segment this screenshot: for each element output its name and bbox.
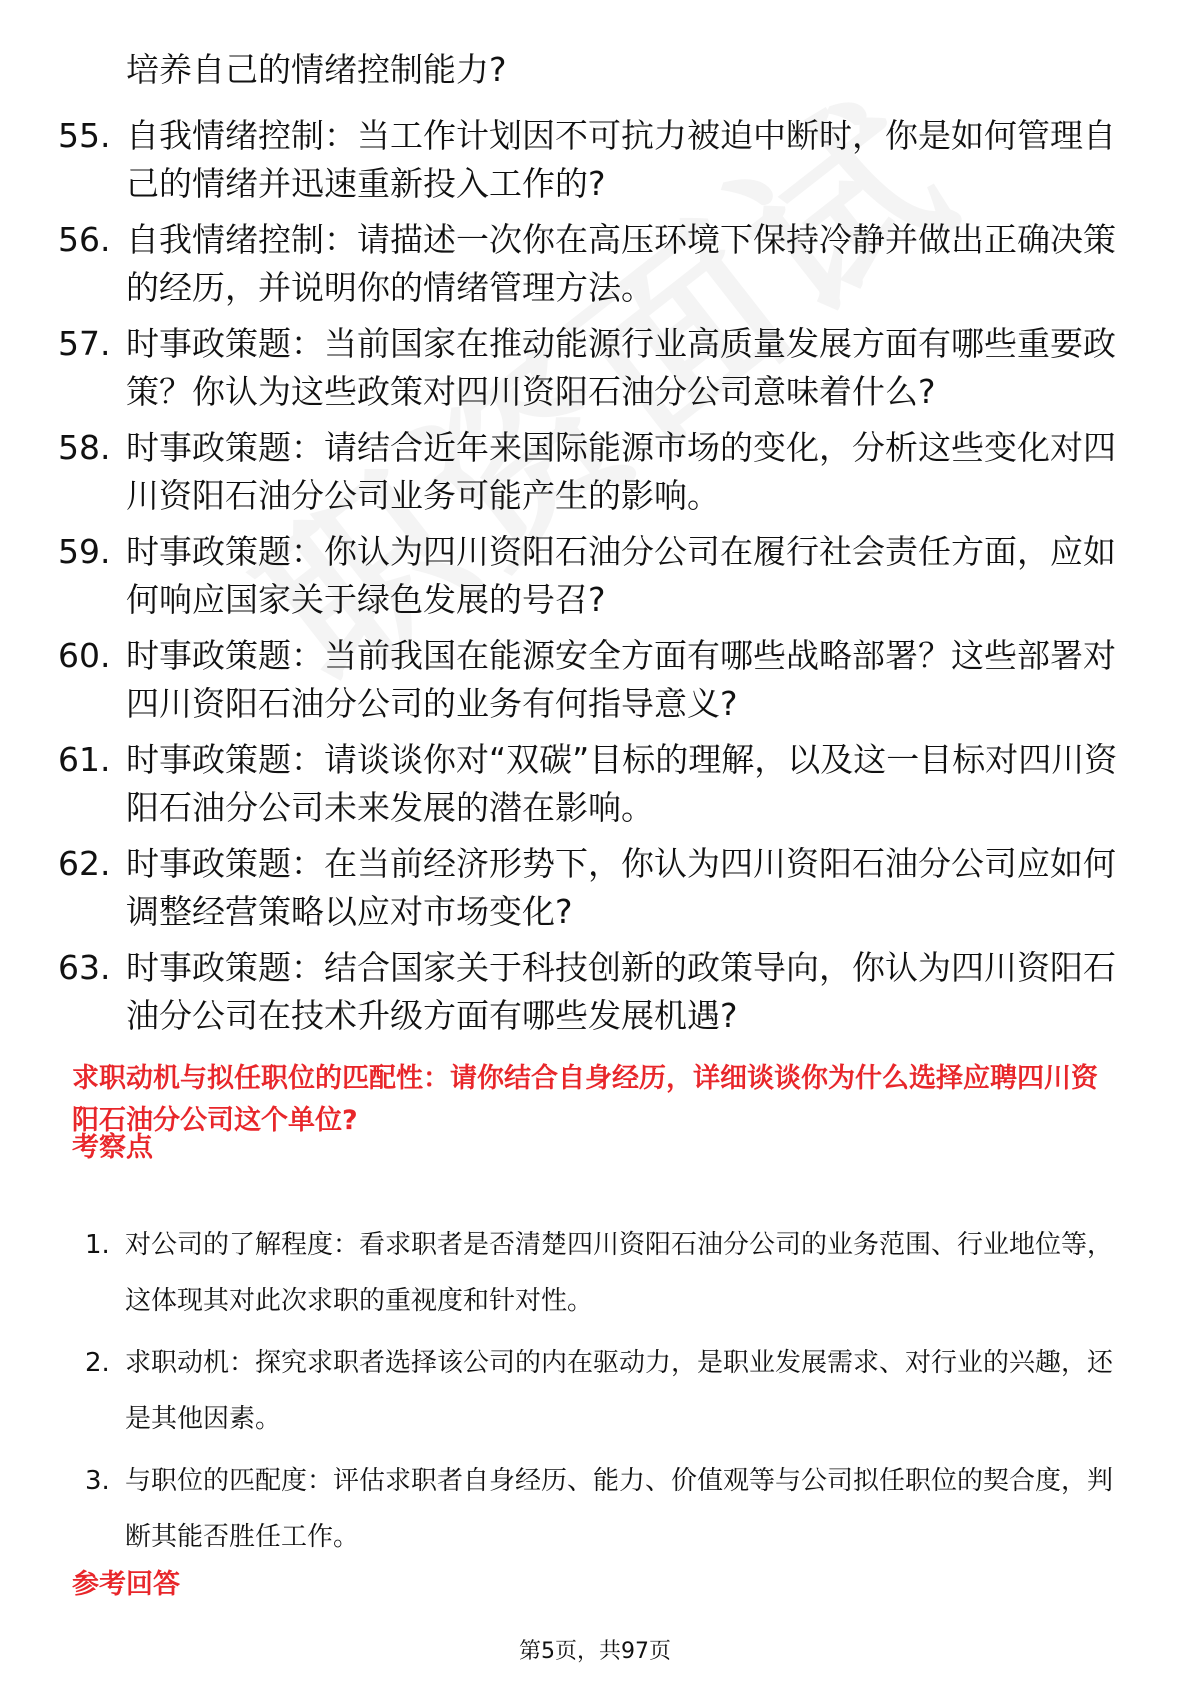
question-item: [58, 528, 1118, 624]
question-number: 56.: [58, 220, 111, 259]
question-number: 60.: [58, 636, 111, 675]
question-item: [58, 944, 1118, 1040]
section-title: 求职动机与拟任职位的匹配性：请你结合自身经历，详细谈谈你为什么选择应聘四川资阳石油分公司这个单位?: [72, 1063, 1098, 1136]
question-item: [58, 112, 1118, 208]
answer-heading: 参考回答: [72, 1569, 180, 1600]
point-number: 1.: [85, 1230, 110, 1260]
point-text: 与职位的匹配度：评估求职者自身经历、能力、价值观等与公司拟任职位的契合度，判断其能否胜任工作。: [125, 1466, 1114, 1552]
question-number: 61.: [58, 740, 111, 779]
question-item: [58, 216, 1118, 312]
page-footer: 第5页，共97页: [519, 1639, 671, 1664]
kaocha-heading: 考察点: [72, 1132, 153, 1163]
question-text: 时事政策题：请结合近年来国际能源市场的变化，分析这些变化对四川资阳石油分公司业务可能产生的影响。: [126, 428, 1116, 515]
question-item: [58, 736, 1118, 832]
question-number: 63.: [58, 948, 111, 987]
point-item: [85, 1453, 1125, 1565]
point-item: [85, 1217, 1125, 1329]
point-text: 求职动机：探究求职者选择该公司的内在驱动力，是职业发展需求、对行业的兴趣，还是其他因素。: [125, 1348, 1114, 1434]
question-text: 自我情绪控制：当工作计划因不可抗力被迫中断时，你是如何管理自己的情绪并迅速重新投入工作的?: [126, 116, 1116, 203]
point-number: 3.: [85, 1466, 110, 1496]
question-item: [58, 320, 1118, 416]
question-number: 62.: [58, 844, 111, 883]
question-item: [58, 424, 1118, 520]
question-number: 57.: [58, 324, 111, 363]
question-text: 自我情绪控制：请描述一次你在高压环境下保持冷静并做出正确决策的经历，并说明你的情绪管理方法。: [126, 220, 1116, 307]
question-item: [58, 840, 1118, 936]
question-text: 时事政策题：当前我国在能源安全方面有哪些战略部署？这些部署对四川资阳石油分公司的业务有何指导意义?: [126, 636, 1116, 723]
question-text: 时事政策题：你认为四川资阳石油分公司在履行社会责任方面，应如何响应国家关于绿色发展的号召?: [126, 532, 1116, 619]
point-text: 对公司的了解程度：看求职者是否清楚四川资阳石油分公司的业务范围、行业地位等，这体现其对此次求职的重视度和针对性。: [125, 1230, 1114, 1316]
question-continuation: 培养自己的情绪控制能力?: [126, 50, 507, 89]
assessment-points: [85, 1217, 1125, 1571]
question-number: 59.: [58, 532, 111, 571]
question-item: [58, 632, 1118, 728]
question-number: 55.: [58, 116, 111, 155]
question-text: 时事政策题：在当前经济形势下，你认为四川资阳石油分公司应如何调整经营策略以应对市场变化?: [126, 844, 1116, 931]
question-text: 时事政策题：当前国家在推动能源行业高质量发展方面有哪些重要政策？你认为这些政策对四川资阳石油分公司意味着什么?: [126, 324, 1116, 411]
question-text: 时事政策题：请谈谈你对“双碳”目标的理解，以及这一目标对四川资阳石油分公司未来发展的潜在影响。: [126, 740, 1118, 827]
question-text: 时事政策题：结合国家关于科技创新的政策导向，你认为四川资阳石油分公司在技术升级方面有哪些发展机遇?: [126, 948, 1116, 1035]
question-list: [58, 112, 1118, 1048]
question-number: 58.: [58, 428, 111, 467]
point-number: 2.: [85, 1348, 110, 1378]
point-item: [85, 1335, 1125, 1447]
